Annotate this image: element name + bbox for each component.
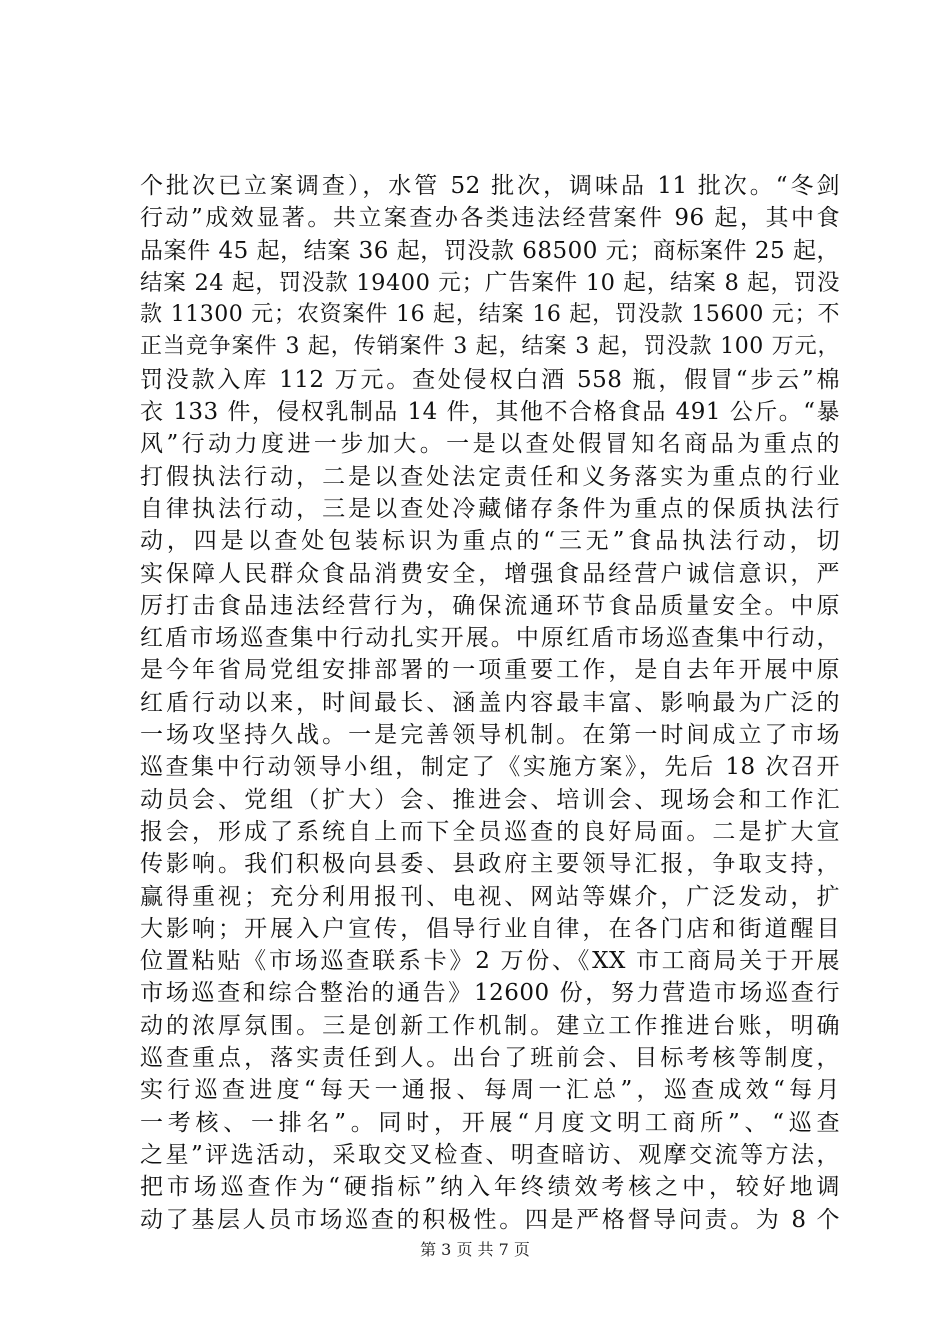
- text-line: 结案 24 起，罚没款 19400 元；广告案件 10 起，结案 8 起，罚没: [140, 269, 840, 296]
- text-line: 品案件 45 起，结案 36 起，罚没款 68500 元；商标案件 25 起，: [140, 237, 840, 264]
- text-line: 巡查集中行动领导小组，制定了《实施方案》，先后 18 次召开: [140, 754, 840, 781]
- text-line: 把市场巡查作为“硬指标”纳入年终绩效考核之中，较好地调: [140, 1174, 840, 1201]
- text-line: 正当竞争案件 3 起，传销案件 3 起，结案 3 起，罚没款 100 万元，: [140, 334, 840, 360]
- text-line: 动了基层人员市场巡查的积极性。四是严格督导问责。为 8 个: [140, 1206, 840, 1233]
- text-line: 款 11300 元；农资案件 16 起，结案 16 起，罚没款 15600 元；不: [140, 302, 840, 328]
- text-line: 红盾市场巡查集中行动扎实开展。中原红盾市场巡查集中行动，: [140, 625, 840, 652]
- text-line: 位置粘贴《市场巡查联系卡》2 万份、《XX 市工商局关于开展: [140, 948, 840, 975]
- text-line: 打假执法行动，二是以查处法定责任和义务落实为重点的行业: [140, 463, 840, 490]
- text-line: 动员会、党组（扩大）会、推进会、培训会、现场会和工作汇: [140, 786, 840, 813]
- text-line: 赢得重视；充分利用报刊、电视、网站等媒介，广泛发动，扩: [140, 883, 840, 910]
- page-footer: 第 3 页 共 7 页: [420, 1240, 530, 1259]
- text-line: 厉打击食品违法经营行为，确保流通环节食品质量安全。中原: [140, 592, 840, 619]
- text-line: 自律执法行动，三是以查处冷藏储存条件为重点的保质执法行: [140, 495, 840, 522]
- text-line: 动，四是以查处包装标识为重点的“三无”食品执法行动，切: [140, 528, 840, 555]
- text-line: 衣 133 件，侵权乳制品 14 件，其他不合格食品 491 公斤。“暴: [140, 399, 840, 426]
- text-line: 罚没款入库 112 万元。查处侵权白酒 558 瓶，假冒“步云”棉: [140, 366, 840, 393]
- text-line: 个批次已立案调查），水管 52 批次，调味品 11 批次。“冬剑: [140, 173, 840, 199]
- text-line: 之星”评选活动，采取交叉检查、明查暗访、观摩交流等方法，: [140, 1141, 840, 1168]
- text-line: 报会，形成了系统自上而下全员巡查的良好局面。二是扩大宣: [140, 818, 840, 845]
- text-line: 风”行动力度进一步加大。一是以查处假冒知名商品为重点的: [140, 431, 840, 458]
- text-line: 行动”成效显著。共立案查办各类违法经营案件 96 起，其中食: [140, 205, 840, 232]
- text-line: 一场攻坚持久战。一是完善领导机制。在第一时间成立了市场: [140, 722, 840, 749]
- text-line: 实行巡查进度“每天一通报、每周一汇总”，巡查成效“每月: [140, 1077, 840, 1104]
- text-line: 动的浓厚氛围。三是创新工作机制。建立工作推进台账，明确: [140, 1012, 840, 1039]
- text-line: 是今年省局党组安排部署的一项重要工作，是自去年开展中原: [140, 657, 840, 684]
- text-line: 红盾行动以来，时间最长、涵盖内容最丰富、影响最为广泛的: [140, 689, 840, 716]
- text-line: 巡查重点，落实责任到人。出台了班前会、目标考核等制度，: [140, 1045, 840, 1072]
- text-line: 大影响；开展入户宣传，倡导行业自律，在各门店和街道醒目: [140, 915, 840, 942]
- text-line: 实保障人民群众食品消费安全，增强食品经营户诚信意识，严: [140, 560, 840, 587]
- body-text: [140, 170, 840, 1236]
- text-line: 市场巡查和综合整治的通告》12600 份，努力营造市场巡查行: [140, 980, 840, 1007]
- text-line: 传影响。我们积极向县委、县政府主要领导汇报，争取支持，: [140, 851, 840, 878]
- text-line: 一考核、一排名”。同时，开展“月度文明工商所”、“巡查: [140, 1109, 840, 1136]
